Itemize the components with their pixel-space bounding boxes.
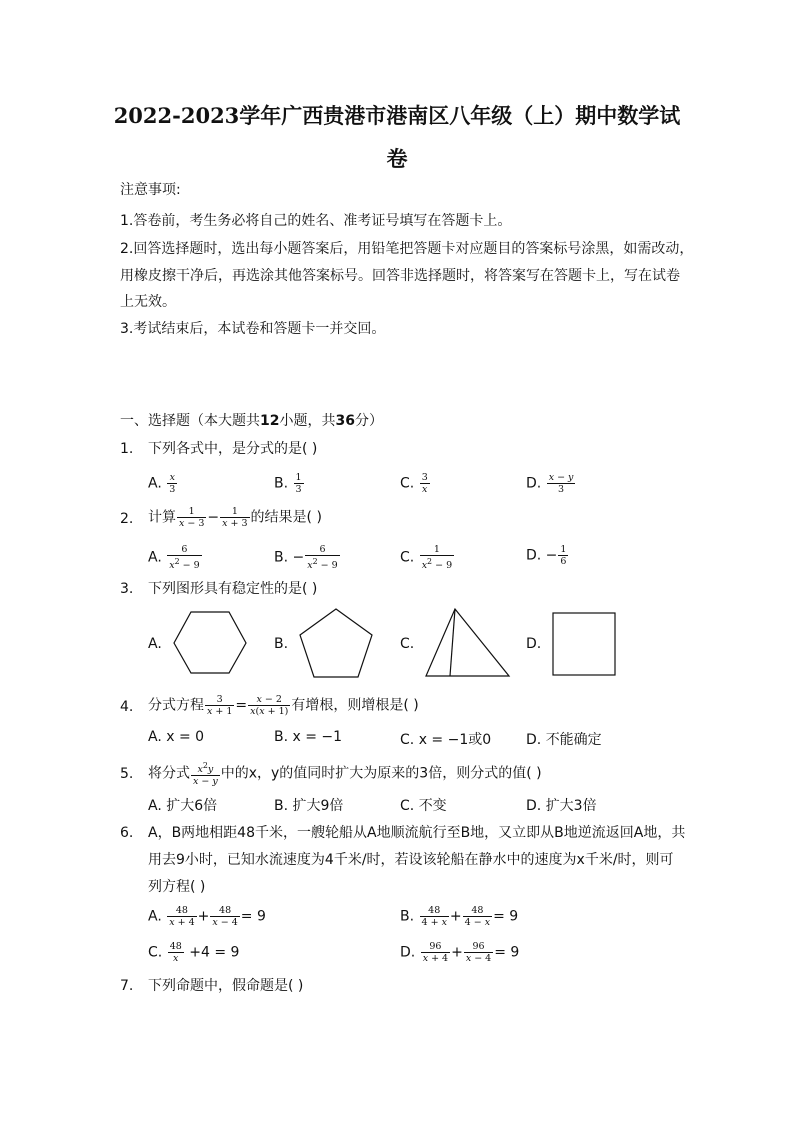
q5-stem: 将分式 $\frac{x^2y}{x - y}$ 中的x，y的值同时扩大为原来的3倍，则分式的值( ) [148, 761, 542, 788]
q6-option-b[interactable]: B. $\frac{48}{4 + x}$ + $\frac{48}{4 - x}$ = 9 [400, 905, 519, 928]
q1-number: 1. [120, 441, 134, 457]
notice-item-3: 3.考试结束后，本试卷和答题卡一并交回。 [120, 321, 386, 337]
q4-option-b[interactable]: B. x = −1 [274, 729, 343, 745]
notice-heading: 注意事项: [120, 182, 181, 198]
q4-option-a[interactable]: A. x = 0 [148, 729, 205, 745]
q6-option-c[interactable]: C. $\frac{48}{x}$ +4 = 9 [148, 941, 240, 964]
q7-stem: 下列命题中，假命题是( ) [148, 978, 304, 994]
q4-number: 4. [120, 699, 134, 715]
q5-option-b[interactable]: B. 扩大9倍 [274, 798, 344, 814]
q2-option-c[interactable]: C. $\frac{1}{x^2 - 9}$ [400, 544, 453, 572]
section-header [120, 412, 383, 430]
q2-option-a[interactable]: A. $\frac{6}{x^2 - 9}$ [148, 544, 200, 572]
q2-number: 2. [120, 511, 134, 527]
q6-line3: 列方程( ) [148, 879, 206, 895]
q6-option-a[interactable]: A. $\frac{48}{x + 4}$ + $\frac{48}{x - 4}$ = 9 [148, 905, 266, 928]
q3-option-b-label[interactable]: B. [274, 636, 289, 652]
q3-option-a-label[interactable]: A. [148, 636, 162, 652]
section-count: 12 [260, 413, 280, 429]
q3-option-c-label[interactable]: C. [400, 636, 415, 652]
q5-number: 5. [120, 766, 134, 782]
q3-number: 3. [120, 581, 134, 597]
section-label: 一、选择题（本大题共 [120, 413, 260, 429]
section-mid: 小题，共 [279, 413, 336, 429]
q6-number: 6. [120, 825, 134, 841]
exam-title-line2: 卷 [386, 146, 408, 171]
q1-option-b[interactable]: B. $\frac{1}{3}$ [274, 472, 302, 495]
triangle-figure [420, 606, 515, 680]
q2-option-d[interactable]: D. − $\frac{1}{6}$ [526, 544, 567, 567]
q4-option-c[interactable]: C. x = −1或0 [400, 732, 492, 748]
q6-line1: A，B两地相距48千米，一艘轮船从A地顺流航行至B地，又立即从B地逆流返回A地，共 [148, 825, 686, 841]
q1-option-c[interactable]: C. $\frac{3}{x}$ [400, 472, 428, 495]
q5-option-a[interactable]: A. 扩大6倍 [148, 798, 218, 814]
q5-option-c[interactable]: C. 不变 [400, 798, 447, 814]
q3-option-d-label[interactable]: D. [526, 636, 542, 652]
square-figure [550, 610, 618, 678]
hexagon-figure [170, 610, 250, 676]
section-score: 36 [335, 413, 355, 429]
q3-stem: 下列图形具有稳定性的是( ) [148, 581, 318, 597]
notice-item-2-line3: 上无效。 [120, 294, 176, 310]
q4-stem: 分式方程 $\frac{3}{x + 1}$ = $\frac{x - 2}{x(x + 1)}$ 有增根，则增根是( ) [148, 694, 419, 717]
section-end: 分） [354, 413, 383, 429]
pentagon-figure [296, 606, 376, 680]
q1-option-a[interactable]: A. $\frac{x}{3}$ [148, 472, 176, 495]
q1-stem: 下列各式中，是分式的是( ) [148, 441, 318, 457]
notice-item-2-line1: 2.回答选择题时，选出每小题答案后，用铅笔把答题卡对应题目的答案标号涂黑，如需改动， [120, 241, 694, 257]
q2-stem: 计算 $\frac{1}{x - 3}$ − $\frac{1}{x + 3}$ 的结果是( ) [148, 506, 322, 529]
q5-option-d[interactable]: D. 扩大3倍 [526, 798, 597, 814]
q4-option-d[interactable]: D. 不能确定 [526, 732, 602, 748]
exam-title-line1: 2022-2023学年广西贵港市港南区八年级（上）期中数学试 [113, 103, 681, 128]
notice-item-2-line2: 用橡皮擦干净后，再选涂其他答案标号。回答非选择题时，将答案写在答题卡上，写在试卷 [120, 268, 680, 284]
notice-item-1: 1.答卷前，考生务必将自己的姓名、准考证号填写在答题卡上。 [120, 213, 512, 229]
q7-number: 7. [120, 978, 134, 994]
q1-option-d[interactable]: D. $\frac{x - y}{3}$ [526, 472, 574, 495]
q6-line2: 用去9小时，已知水流速度为4千米/时，若设该轮船在静水中的速度为x千米/时，则可 [148, 852, 674, 868]
q6-option-d[interactable]: D. $\frac{96}{x + 4}$ + $\frac{96}{x - 4}$ = 9 [400, 941, 520, 964]
q2-option-b[interactable]: B. − $\frac{6}{x^2 - 9}$ [274, 544, 338, 572]
